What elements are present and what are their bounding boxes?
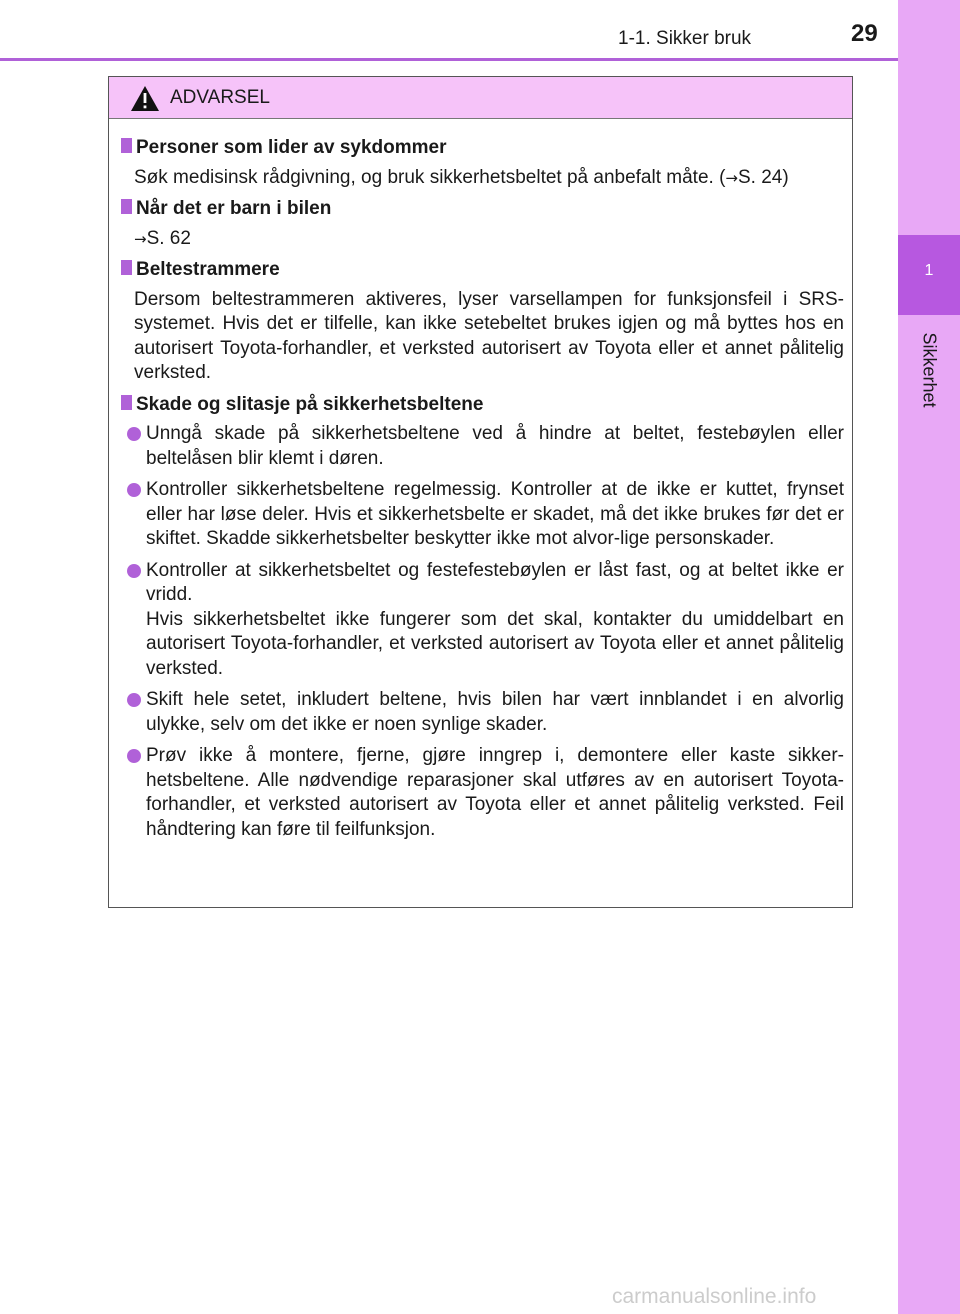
round-bullet-icon: [127, 427, 141, 441]
bullet-item: [127, 422, 844, 471]
header-rule: [0, 58, 898, 61]
item-heading-text: Beltestrammere: [136, 259, 280, 280]
bullet-item: [127, 478, 844, 552]
item-heading: [121, 258, 844, 283]
page-number: 29: [851, 20, 878, 47]
round-bullet-icon: [127, 749, 141, 763]
bullet-text: Kontroller sikkerhetsbeltene regelmessig. Kontroller at de ikke er kuttet, frynset eller har løse deler. Hvis et sikkerhetsbelte er skadet, må det ikke brukes før det er skiftet. Skadde sikkerhetsbelter beskytter ikke mot alvor-lige personskader.: [146, 479, 844, 549]
bullet-text: Skift hele setet, inkludert beltene, hvis bilen har vært innblandet i en alvorlig ulykke, selv om det ikke er noen synlige skader.: [146, 689, 844, 735]
bullet-text: Prøv ikke å montere, fjerne, gjøre inngrep i, demontere eller kaste sikker-hetsbeltene. Alle nødvendige reparasjoner skal utføres av en autorisert Toyota-forhandler, et verksted autorisert av Toyota eller et annet pålitelig verksted. Feil håndtering kan føre til feilfunksjon.: [146, 745, 844, 840]
bullet-text: Unngå skade på sikkerhetsbeltene ved å hindre at beltet, festebøylen eller beltelåsen blir klemt i døren.: [146, 423, 844, 469]
bullet-paragraph: Hvis sikkerhetsbeltet ikke fungerer som det skal, kontakter du umiddelbart en autorisert Toyota-forhandler, et verksted autorisert av Toyota eller et annet pålitelig verksted.: [146, 608, 844, 679]
warning-body: [109, 119, 852, 842]
item-heading: [121, 393, 844, 418]
item-heading: [121, 136, 844, 161]
chapter-name: Sikkerhet: [919, 332, 940, 408]
chapter-side-tab: [898, 0, 960, 1314]
square-bullet-icon: [121, 138, 132, 153]
chapter-number: 1: [924, 262, 934, 279]
square-bullet-icon: [121, 395, 132, 410]
item-text: Søk medisinsk rådgivning, og bruk sikkerhetsbeltet på anbefalt måte. (→S. 24): [134, 166, 789, 188]
item-heading: [121, 197, 844, 222]
bullet-item: [127, 744, 844, 842]
item-heading-text: Når det er barn i bilen: [136, 198, 332, 219]
bullet-item: [127, 559, 844, 682]
round-bullet-icon: [127, 564, 141, 578]
bullet-paragraph: Kontroller at sikkerhetsbeltet og festefestebøylen er låst fast, og at beltet ikke er vridd.: [146, 559, 844, 605]
warning-triangle-icon: [130, 85, 160, 112]
round-bullet-icon: [127, 483, 141, 497]
page-reference: S. 62: [146, 227, 191, 249]
section-title: 1-1. Sikker bruk: [618, 28, 752, 49]
item-text-body: Søk medisinsk rådgivning, og bruk sikkerhetsbeltet på anbefalt måte.: [134, 166, 714, 188]
bullet-item: [127, 688, 844, 737]
bullet-text: [146, 559, 844, 682]
warning-label: ADVARSEL: [170, 87, 270, 108]
warning-header: [109, 77, 852, 119]
round-bullet-icon: [127, 693, 141, 707]
item-text: [134, 227, 844, 252]
item-heading-text: Personer som lider av sykdommer: [136, 137, 447, 158]
arrow-icon: →: [725, 168, 738, 187]
square-bullet-icon: [121, 199, 132, 214]
square-bullet-icon: [121, 260, 132, 275]
item-heading-text: Skade og slitasje på sikkerhetsbeltene: [136, 393, 484, 415]
warning-box: [108, 76, 853, 908]
watermark: carmanualsonline.info: [612, 1285, 817, 1308]
page-reference: S. 24: [737, 166, 783, 188]
arrow-icon: →: [134, 229, 147, 248]
item-text: Dersom beltestrammeren aktiveres, lyser varsellampen for funksjonsfeil i SRS-systemet. Hvis det er tilfelle, kan ikke setebeltet brukes igjen og må byttes hos en autorisert Toyota-forhandler, et verksted autorisert av Toyota eller et annet pålitelig verksted.: [134, 288, 844, 383]
